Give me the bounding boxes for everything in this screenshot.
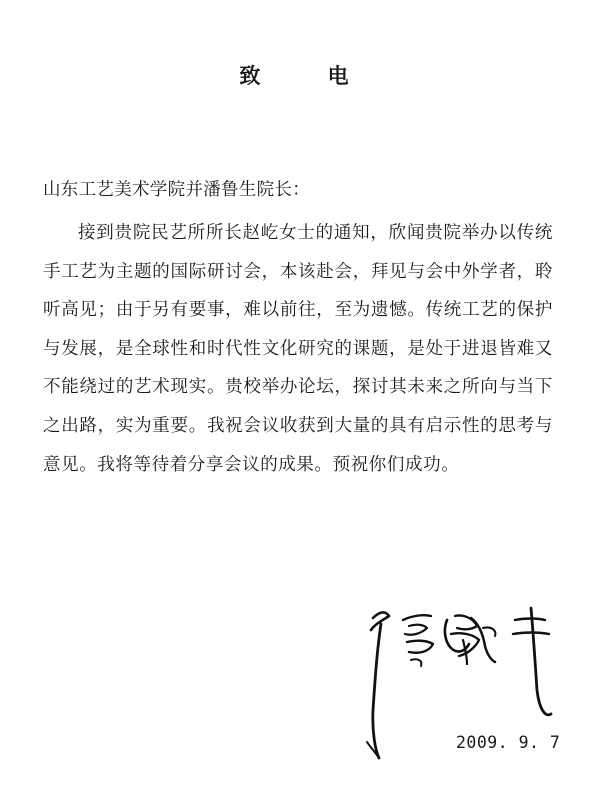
- letter-body: 接到贵院民艺所所长赵屹女士的通知，欣闻贵院举办以传统手工艺为主题的国际研讨会，本该赴会，拜见与会中外学者，聆听高见；由于另有要事，难以前往，至为遗憾。传统工艺的保护与发展，是全球性和时代性文化研究的课题，是处于进退皆难又不能绕过的艺术现实。贵校举办论坛，探讨其未来之所向与当下之出路，实为重要。我祝会议收获到大量的具有启示性的思考与意见。我将等待着分享会议的成果。预祝你们成功。: [43, 223, 553, 475]
- salutation: 山东工艺美术学院并潘鲁生院长：: [43, 180, 310, 200]
- letter-date: 2009. 9. 7: [456, 733, 561, 752]
- letter-title: 致 电: [239, 64, 379, 88]
